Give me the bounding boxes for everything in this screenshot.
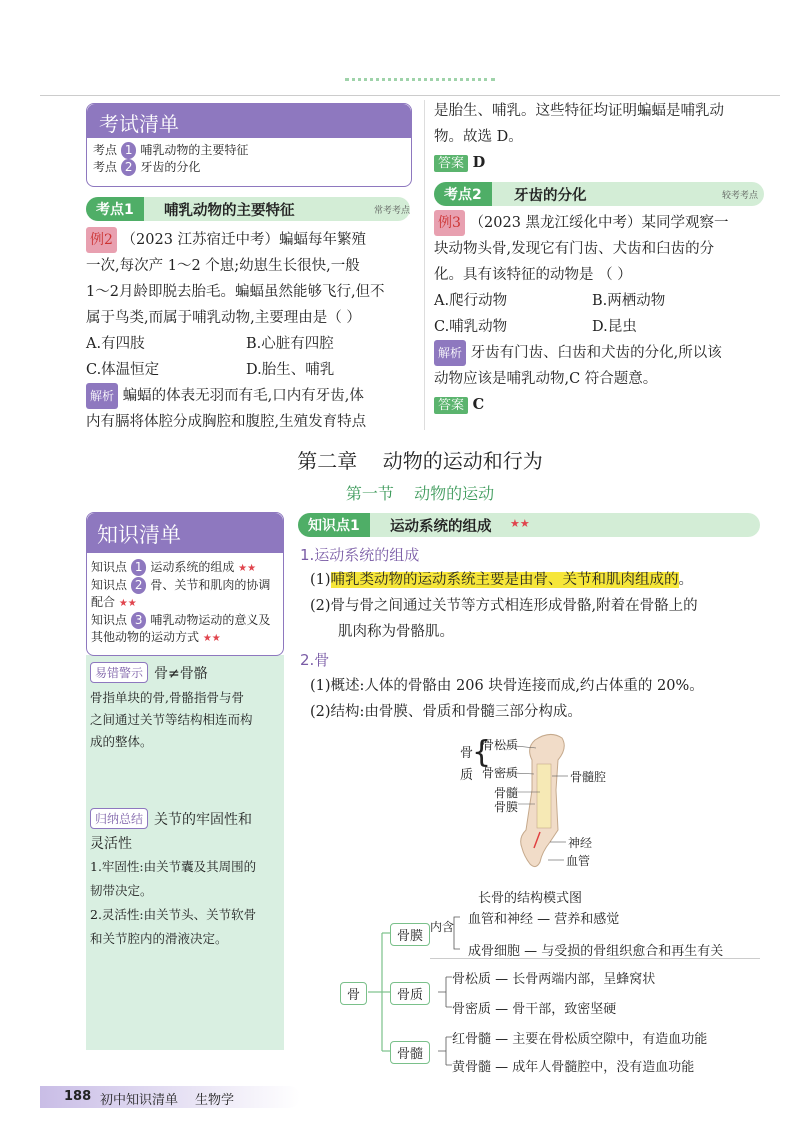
- kp1-title: 哺乳动物的主要特征: [164, 203, 295, 219]
- mindmap-branch-periosteum: 骨膜: [390, 923, 430, 946]
- exam-list-title: 考试清单: [87, 104, 411, 138]
- kp2-title: 牙齿的分化: [514, 188, 587, 204]
- kp1-question-line: 例2 （2023 江苏宿迁中考）蝙蝠每年繁殖: [86, 227, 416, 253]
- summary-block: [90, 808, 280, 951]
- diagram-label-periosteum: 骨膜: [494, 800, 519, 814]
- diagram-label-brace: {: [472, 735, 492, 770]
- kp2-question-line: 化。具有该特征的动物是 （ ）: [434, 267, 632, 283]
- diagram-label-spongy: 骨松质: [482, 738, 519, 752]
- option: C.体温恒定: [86, 362, 160, 378]
- kp2-tag: 考点2: [434, 182, 492, 206]
- kn1-tag: 知识点1: [298, 513, 370, 537]
- mindmap-leaf: 红骨髓 — 主要在骨松质空隙中，有造血功能: [452, 1032, 708, 1047]
- answer-row: 答案 D: [434, 150, 764, 177]
- footer-subject: 生物学: [195, 1093, 235, 1108]
- kn1-heading: 1.运动系统的组成: [300, 546, 420, 564]
- warning-line: 骨指单块的骨,骨骼指骨与骨: [90, 690, 244, 705]
- analysis-label: 解析: [434, 340, 466, 366]
- option: A.有四肢: [86, 336, 145, 352]
- mindmap-leaf: 骨松质 — 长骨两端内部，呈蜂窝状: [452, 972, 656, 987]
- kp2-note: 较考考点: [721, 191, 758, 201]
- mindmap-leaf: 成骨细胞 — 与受损的骨组织愈合和再生有关: [468, 944, 724, 959]
- kp1-tag: 考点1: [86, 197, 144, 221]
- exam-list-item: 考点 2 牙齿的分化: [93, 160, 201, 174]
- example-label: 例3: [434, 210, 465, 236]
- summary-line: 和关节腔内的滑液决定。: [90, 931, 228, 946]
- summary-title: 灵活性: [90, 836, 132, 852]
- diagram-label-gu: 骨: [460, 746, 474, 761]
- diagram-label-marrow: 骨髓: [494, 786, 519, 800]
- mindmap-leaf: 血管和神经 — 营养和感觉: [468, 912, 620, 927]
- chapter-title: 第二章 动物的运动和行为: [297, 449, 543, 473]
- warning-line: 之间通过关节等结构相连而构: [90, 712, 253, 727]
- top-rule: [40, 95, 780, 96]
- summary-line: 1.牢固性:由关节囊及其周围的: [90, 859, 257, 874]
- kp2-options-row: [434, 288, 770, 314]
- kn1-header: [298, 513, 760, 537]
- diagram-label-zhi: 质: [460, 768, 474, 783]
- option: B.心脏有四腔: [246, 336, 334, 352]
- knowledge-list-item: 知识点 2 骨、关节和肌肉的协调配合 ★★: [91, 578, 271, 609]
- kn1-paragraph: (2)骨与骨之间通过关节等方式相连形成骨骼,附着在骨骼上的 肌肉称为骨骼肌。: [310, 598, 698, 640]
- summary-line: 韧带决定。: [90, 883, 153, 898]
- kn1-title: 运动系统的组成: [390, 519, 492, 535]
- kn1-paragraph: (1)概述:人体的骨骼由 206 块骨连接而成,约占体重的 20%。: [310, 678, 704, 694]
- option: D.昆虫: [592, 319, 637, 335]
- summary-line: 2.灵活性:由关节头、关节软骨: [90, 907, 257, 922]
- mindmap-rule: [430, 958, 760, 959]
- answer-label: 答案: [434, 397, 468, 414]
- kp1-note: 常考考点: [373, 206, 410, 216]
- exam-list-item: 考点 1 哺乳动物的主要特征: [93, 143, 249, 157]
- warning-tag: 易错警示: [90, 662, 148, 683]
- knowledge-list-item: 知识点 3 哺乳动物运动的意义及其他动物的运动方式 ★★: [91, 613, 271, 644]
- kn1-paragraph: (2)结构:由骨膜、骨质和骨髓三部分构成。: [310, 704, 582, 720]
- kp1-body: [86, 227, 416, 435]
- option: B.两栖动物: [592, 293, 666, 309]
- kp1-question-line: 一次,每次产 1～2 个崽;幼崽生长很快,一般: [86, 258, 360, 274]
- section-title: 第一节 动物的运动: [345, 484, 495, 503]
- kp1-question-line: 1～2月龄即脱去胎毛。蝙蝠虽然能够飞行,但不: [86, 284, 385, 300]
- mindmap-branch-bone-matter: 骨质: [390, 982, 430, 1005]
- kp2-analysis-line: 解析 牙齿有门齿、臼齿和犬齿的分化,所以该: [434, 340, 770, 366]
- mindmap-root: 骨: [340, 982, 367, 1005]
- continued-line: 是胎生、哺乳。这些特征均证明蝙蝠是哺乳动: [434, 103, 724, 119]
- kp1-analysis-line: 内有膈将体腔分成胸腔和腹腔,生殖发育特点: [86, 414, 367, 430]
- diagram-label-cavity: 骨髓腔: [570, 770, 607, 784]
- right-top-body: [434, 98, 764, 177]
- warning-title: 骨≠骨骼: [154, 665, 208, 682]
- option: D.胎生、哺乳: [246, 362, 335, 378]
- kp1-analysis-line: 解析 蝙蝠的体表无羽而有毛,口内有牙齿,体: [86, 383, 416, 409]
- kn1-heading: 2.骨: [300, 651, 330, 669]
- mindmap-leaf: 黄骨髓 — 成年人骨髓腔中，没有造血功能: [452, 1060, 695, 1075]
- kn1-stars: ★★: [510, 517, 530, 530]
- mindmap-branch-marrow: 骨髓: [390, 1041, 430, 1064]
- summary-tag: 归纳总结: [90, 808, 148, 829]
- highlighted-text: 哺乳类动物的运动系统主要是由骨、关节和肌肉组成的: [330, 572, 679, 588]
- mindmap-contains: 内含: [430, 920, 455, 934]
- summary-title: 关节的牢固性和: [154, 811, 253, 828]
- knowledge-list-box: [86, 512, 284, 656]
- mindmap-leaf: 骨密质 — 骨干部，致密坚硬: [452, 1002, 617, 1017]
- kp2-analysis-line: 动物应该是哺乳动物,C 符合题意。: [434, 371, 658, 387]
- answer-label: 答案: [434, 155, 468, 172]
- diagram-label-nerve: 神经: [568, 836, 593, 850]
- top-decoration: [345, 78, 495, 85]
- kp2-question-line: 例3 （2023 黑龙江绥化中考）某同学观察一: [434, 210, 770, 236]
- kn1-paragraph: (1)哺乳类动物的运动系统主要是由骨、关节和肌肉组成的。: [310, 572, 694, 588]
- footer: [40, 1086, 300, 1108]
- column-divider: [424, 100, 425, 430]
- option: C.哺乳动物: [434, 319, 508, 335]
- diagram-caption: 长骨的结构模式图: [478, 891, 583, 906]
- page-number: 188: [64, 1089, 92, 1104]
- warning-block: [90, 662, 280, 753]
- kp2-question-line: 块动物头骨,发现它有门齿、犬齿和臼齿的分: [434, 241, 715, 257]
- continued-line: 物。故选 D。: [434, 129, 523, 145]
- knowledge-list-item: 知识点 1 运动系统的组成 ★★: [91, 560, 257, 574]
- example-label: 例2: [86, 227, 117, 253]
- warning-line: 成的整体。: [90, 734, 153, 749]
- option: A.爬行动物: [434, 293, 508, 309]
- kp2-header: [434, 182, 764, 206]
- kp1-header: [86, 197, 410, 221]
- kp2-options-row: [434, 314, 770, 340]
- diagram-label-compact: 骨密质: [482, 766, 519, 780]
- footer-book: 初中知识清单: [100, 1093, 179, 1108]
- kp1-options-row: [86, 331, 416, 357]
- kp1-question-line: 属于鸟类,而属于哺乳动物,主要理由是（ ）: [86, 310, 361, 326]
- long-bone-diagram: [440, 730, 640, 880]
- kn1-body: [300, 543, 770, 725]
- diagram-label-vessel: 血管: [566, 854, 591, 868]
- analysis-label: 解析: [86, 383, 118, 409]
- answer-row: 答案 C: [434, 392, 770, 419]
- kp1-options-row: [86, 357, 416, 383]
- knowledge-list-title: 知识清单: [87, 513, 283, 553]
- kp2-body: [434, 210, 770, 419]
- exam-list-box: [86, 103, 412, 187]
